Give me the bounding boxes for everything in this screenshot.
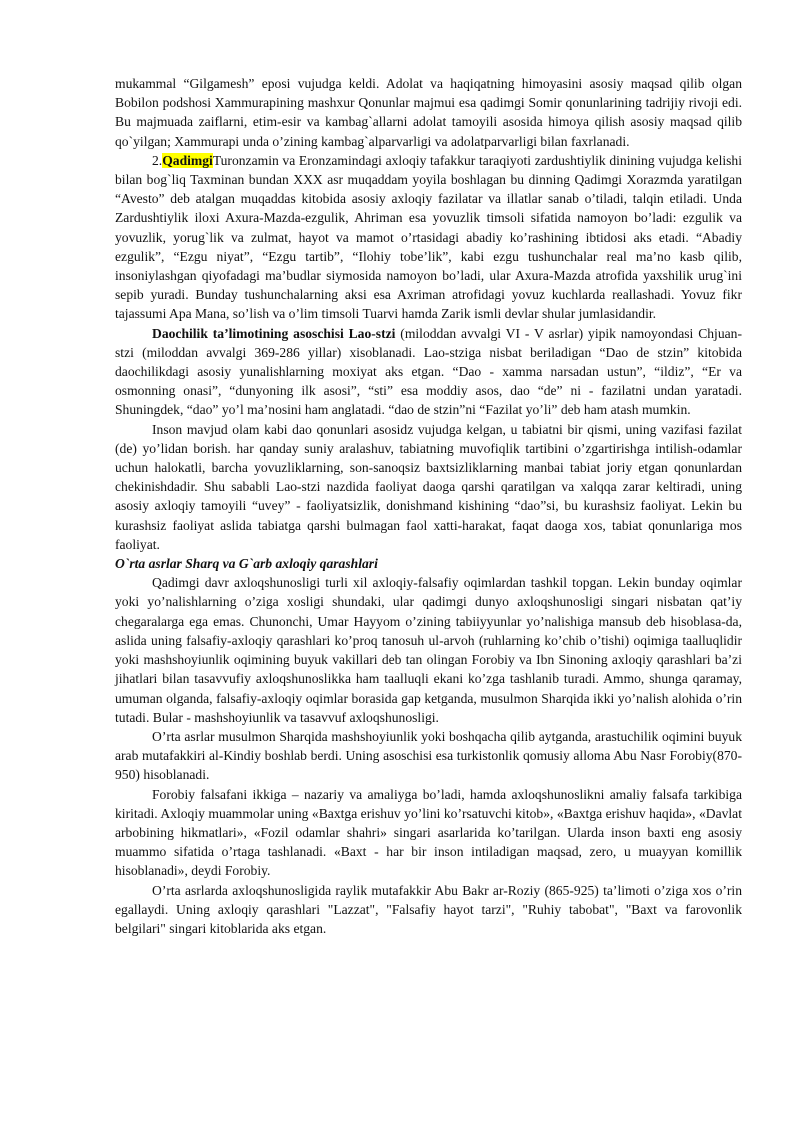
paragraph-text: (miloddan avvalgi VI - V asrlar) yipik namoyondasi Chjuan-stzi (miloddan avvalgi 369-286 yillar) xisoblanadi. Lao-stziga nisbat beriladigan “Dao de stzin” kitobida daochilikdagi asosiy yunalishlarning moxiyat aks etgan. “Dao - xamma narsadan ustun”, “ildiz”, “Er va osmonning onasi”, “dunyoning ilk asosi”, “sti” esa moddiy asos, dao “de” ni - fazilatni undan yaratadi. Shuningdek, “dao” yo’l ma’nosini ham anglatadi. “dao de stzin”ni “Fazilat yo’li” deb ham atash mumkin. [115,325,742,418]
bold-lead-in: Daochilik ta’limotining asoschisi Lao-stzi [152,325,396,341]
list-number: 2. [152,152,163,168]
paragraph-ancient-ethics: Qadimgi davr axloqshunosligi turli xil axloqiy-falsafiy oqimlardan tashkil topgan. Lekin bunday oqimlar yoki yo’nalishlarning o’ziga xosligi shundaki, ular qadimgi dunyo axloqshunosligi singari nisbatan qat’iy chegaralarga ega emas. Chunonchi, Umar Hayyom o’zining tabiiyyunlar yo’nalishiga mansub deb hisoblasa-da, aslida uning falsafiy-axloqiy qarashlari ko’proq tanosuh ul-arvoh (ruhlarning ko’chib o’tishi) oqimiga taalluqlidir yoki mashshoyiunlik oqimining buyuk vakillari deb tan olingan Forobiy va Ibn Sinoning axloqiy qarashlari ba’zi jihatlari bilan tasavvufiy axloqshunoslikka ham taalluqli ekani ko’zga tashlanib turadi. Ammo, shunga qaramay, umuman olganda, falsafiy-axloqiy oqimlar borasida gap ketganda, musulmon Sharqida ikki yo’nalish alohida o’rin tutadi. Bular - mashshoyiunlik va tasavvuf axloqshunosligi. [115,575,742,725]
paragraph-gilgamesh: mukammal “Gilgamesh” eposi vujudga keldi. Adolat va haqiqatning himoyasini asosiy maqsad qilib olgan Bobilon podshosi Xammurapining mashxur Qonunlar majmui esa qadimgi Somir qonunlarining tadrijiy rivoji edi. Bu majmuada zaiflarni, etim-esir va kambag`allarni adolat tamoyili asosida himoya qilish asosiy maqsad qilib qo`yilgan; Xammurapi unda o’zining kambag`alparvarligi va adolatparvarligi bilan faxrlanadi. [115,76,742,149]
paragraph-text: Turonzamin va Eronzamindagi axloqiy tafakkur taraqiyoti zardushtiylik dinining vujudga kelishi bilan bog`liq Taxminan bundan XXX asr muqaddam yoyila boshlagan bu dinning Qadimgi Xorazmda yaratilgan “Avesto” deb atalgan muqaddas kitobida asosiy axloqiy fazilatar va illatlar sanab o’tiladi, talqin etiladi. Unda Zardushtiylik iloxi Axura-Mazda-ezgulik, Ahriman esa yovuzlik timsoli sifatida namoyon bo’ladi: ezgulik va yovuzlik, yorug`lik va zulmat, hayot va mamot o’rtasidagi abadiy ko’rashining ibtidosi aks etadi. “Abadiy ezgulik”, “Ezgu niyat”, “Ezgu tartib”, “Ilohiy tobe’lik”, kabi ezgu tushunchalar real ma’no kasb qilib, insoniylashgan qiyofadagi ma’budlar siymosida namoyon bo’ladi, ular Axura-Mazda atrofida yaxshilik urug`ini sepib yuradi. Bunday tushunchalarning aksi esa Axriman atrofidagi yovuz kuchlarda reallashadi. Yovuz fikr tajassumi Apa Mana, so’lish va o’lim timsoli Tuarvi hamda Zarik ismli devlar shular jumlasidandir. [115,152,742,322]
paragraph-zoroastrianism [115,151,742,324]
paragraph-daoism [115,324,742,420]
paragraph-mashshoiyun: O’rta asrlar musulmon Sharqida mashshoyiunlik yoki boshqacha qilib aytganda, arastuchilik oqimini buyuk arab mutafakkiri al-Kindiy boshlab berdi. Uning asoschisi esa turkistonlik qomusiy alloma Abu Nasr Forobiy(870-950) hisoblanadi. [115,728,742,783]
document-page [115,74,742,938]
paragraph-razi: O’rta asrlarda axloqshunosligida raylik mutafakkir Abu Bakr ar-Roziy (865-925) ta’limoti o’ziga xos o’rin egallaydi. Uning axloqiy qarashlari "Lazzat", "Falsafiy hayot tarzi", "Ruhiy tabobat", "Baxt va farovonlik belgilari" singari kitoblarida aks etgan. [115,882,742,936]
section-heading: O`rta asrlar Sharq va G`arb axloqiy qarashlari [115,556,378,572]
highlighted-word: Qadimgi [162,152,213,168]
paragraph-farabi: Forobiy falsafani ikkiga – nazariy va amaliyga bo’ladi, hamda axloqshunoslikni amaliy falsafa tarkibiga kiritadi. Axloqiy muammolar uning «Baxtga erishuv yo’lini ko’rsatuvchi kitob», «Baxtga erishuv haqida», «Davlat arbobining hikmatlari», «Fozil odamlar shahri» singari asarlarida ko’tarilgan. Ularda inson baxti eng asosiy muammo sifatida o’rtaga tashlanadi. «Baxt - har bir inson intiladigan maqsad, zero, u muayyan komillik hisoblanadi», deydi Forobiy. [115,786,742,879]
paragraph-dao-laws: Inson mavjud olam kabi dao qonunlari asosidz vujudga kelgan, u tabiatni bir qismi, uning vazifasi fazilat (de) yo’lidan borish. har qanday suniy aralashuv, tabiatning muvofiqlik tartibini o’zgartirishga intilish-odamlar uchun halokatli, barcha yovuzliklarning, son-sanoqsiz baxtsizliklarning manbai tabiat joriy etgan qonunlardan chekinishdadir. Shu sababli Lao-stzi nazdida faoliyat daoga qarshi qaratilgan va xalqqa zarar keltiradi, uning asosiy axloqiy tamoyili “uvey” - faoliyatsizlik, donishmand kishining “dao”si, bu kurashsiz faoliyat. Lekin bu kurashsiz faoliyat aslida tabiatga qarshi bulmagan faol xatti-harakat, faqat daoga xos, tabiat qonunlariga mos faoliyat. [115,421,742,552]
